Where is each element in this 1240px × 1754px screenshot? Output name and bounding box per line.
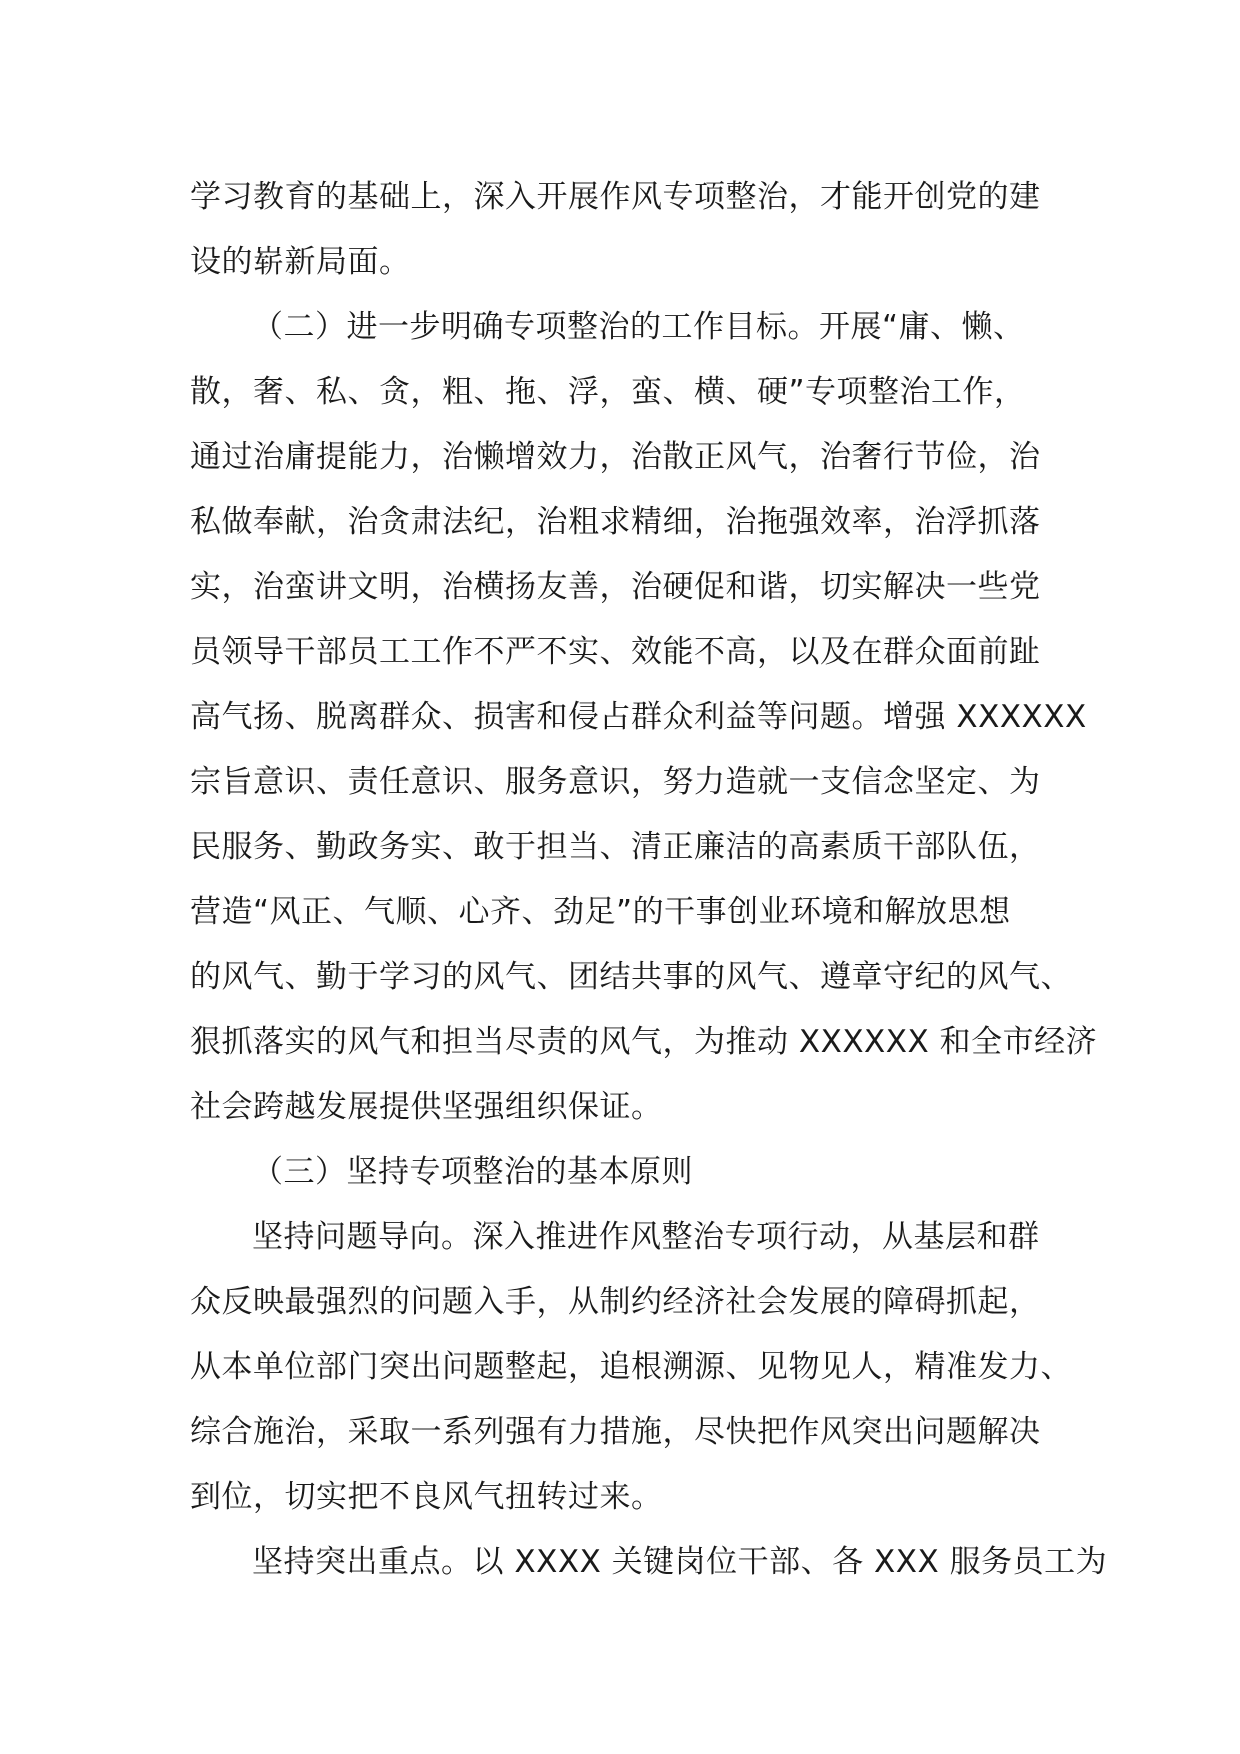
text-line: 私做奉献，治贪肃法纪，治粗求精细，治拖强效率，治浮抓落 <box>190 504 1041 540</box>
text-line: 从本单位部门突出问题整起，追根溯源、见物见人，精准发力、 <box>190 1349 1072 1385</box>
section-heading-3: （三）坚持专项整治的基本原则 <box>252 1154 693 1190</box>
text-line: 学习教育的基础上，深入开展作风专项整治，才能开创党的建 <box>190 179 1041 215</box>
text-line: 实，治蛮讲文明，治横扬友善，治硬促和谐，切实解决一些党 <box>190 569 1041 605</box>
paragraph-start: 坚持问题导向。深入推进作风整治专项行动，从基层和群 <box>252 1219 1040 1255</box>
text-line: 散，奢、私、贪，粗、拖、浮，蛮、横、硬”专项整治工作， <box>190 374 1026 410</box>
text-line: 员领导干部员工工作不严不实、效能不高，以及在群众面前趾 <box>190 634 1041 670</box>
text-line: 宗旨意识、责任意识、服务意识，努力造就一支信念坚定、为 <box>190 764 1041 800</box>
text-line: 狠抓落实的风气和担当尽责的风气，为推动 XXXXXX 和全市经济 <box>190 1024 1098 1060</box>
paragraph-start: 坚持突出重点。以 XXXX 关键岗位干部、各 XXX 服务员工为 <box>252 1544 1108 1580</box>
section-heading-2: （二）进一步明确专项整治的工作目标。开展“庸、懒、 <box>252 309 1025 345</box>
text-line: 综合施治，采取一系列强有力措施，尽快把作风突出问题解决 <box>190 1414 1041 1450</box>
text-line: 社会跨越发展提供坚强组织保证。 <box>190 1089 663 1125</box>
text-line: 通过治庸提能力，治懒增效力，治散正风气，治奢行节俭，治 <box>190 439 1041 475</box>
document-body <box>190 165 1108 1595</box>
text-line: 众反映最强烈的问题入手，从制约经济社会发展的障碍抓起， <box>190 1284 1041 1320</box>
text-line: 营造“风正、气顺、心齐、劲足”的干事创业环境和解放思想 <box>190 894 1011 930</box>
text-line: 高气扬、脱离群众、损害和侵占群众利益等问题。增强 XXXXXX <box>190 699 1087 735</box>
text-line: 设的崭新局面。 <box>190 244 411 280</box>
text-line: 到位，切实把不良风气扭转过来。 <box>190 1479 663 1515</box>
text-line: 民服务、勤政务实、敢于担当、清正廉洁的高素质干部队伍， <box>190 829 1041 865</box>
text-line: 的风气、勤于学习的风气、团结共事的风气、遵章守纪的风气、 <box>190 959 1072 995</box>
